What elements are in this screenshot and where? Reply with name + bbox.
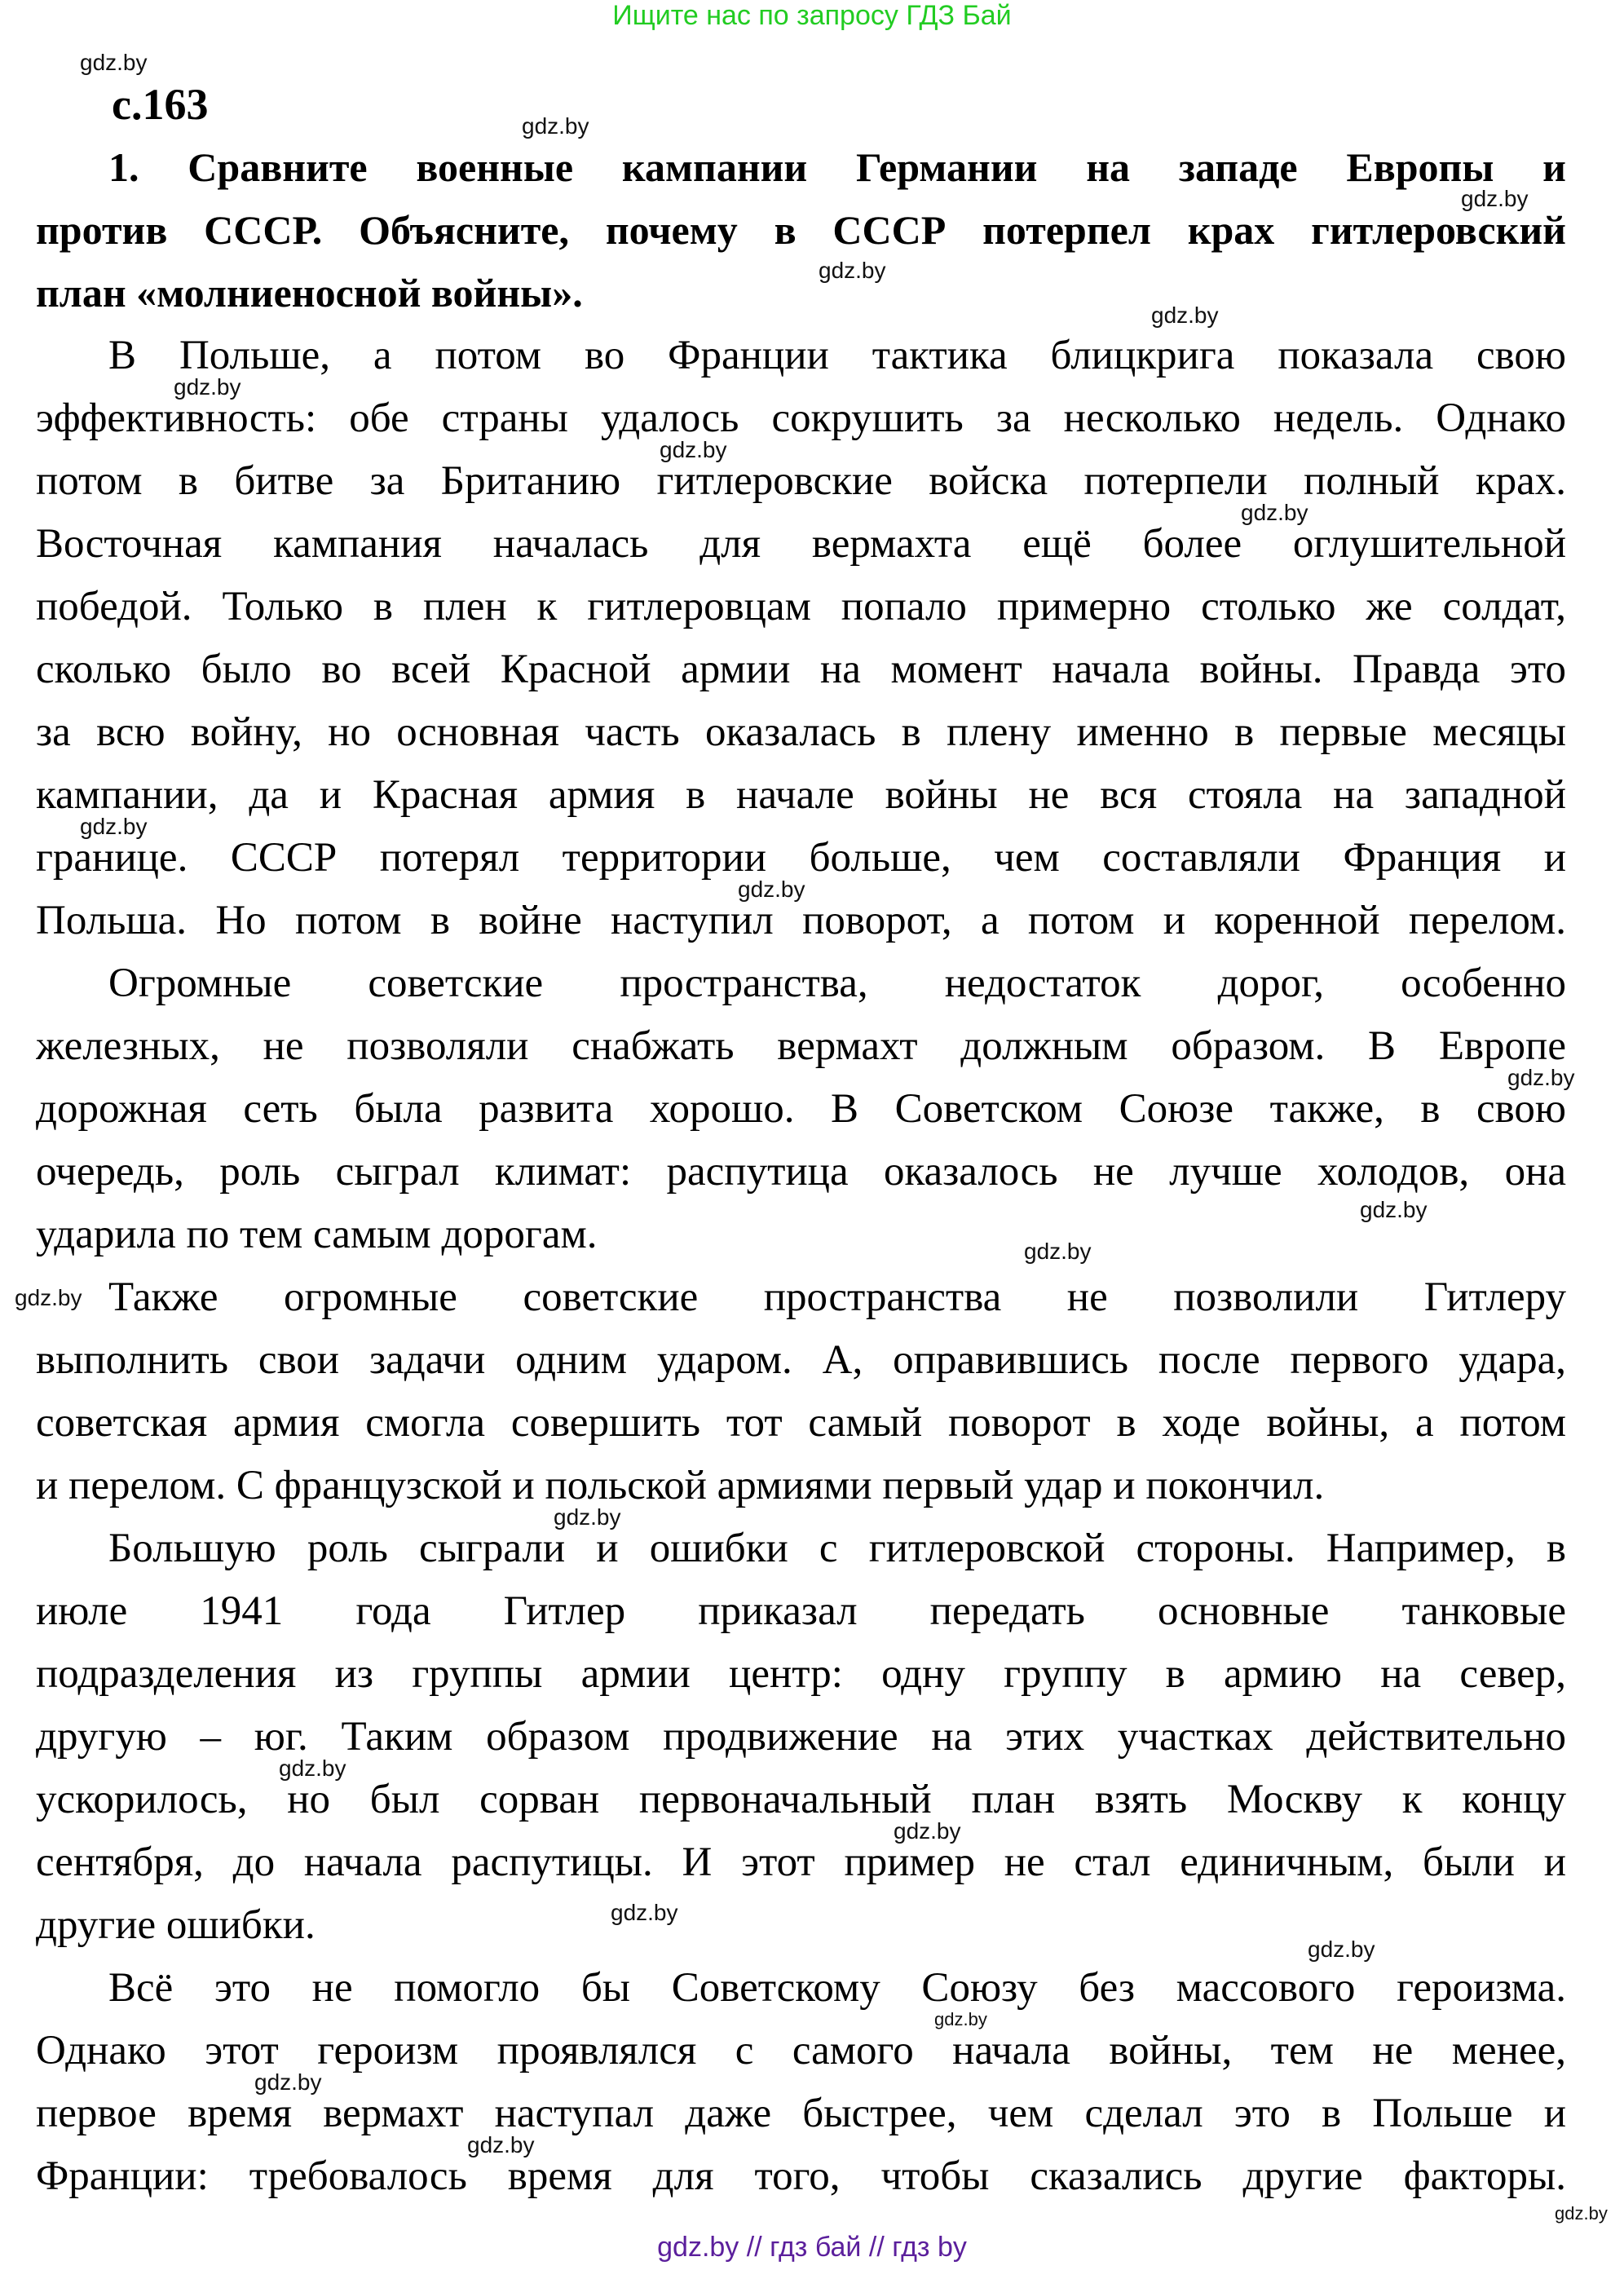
text-line: эффективность: обе страны удалось сокрушить за несколько недель. Однако — [36, 395, 1566, 441]
text-line: и перелом. С французской и польской армиями первый удар и покончил. — [36, 1463, 1325, 1508]
question-line: против СССР. Объясните, почему в СССР потерпел крах гитлеровский — [36, 207, 1566, 253]
text-line: другие ошибки. — [36, 1902, 316, 1948]
text-line: советская армия смогла совершить тот самый поворот в ходе войны, а потом — [36, 1400, 1566, 1446]
text-line: Огромные советские пространства, недостаток дорог, особенно — [108, 961, 1566, 1006]
watermark: gdz.by — [934, 2009, 987, 2029]
text-line: Всё это не помогло бы Советскому Союзу без массового героизма. — [108, 1965, 1566, 2011]
text-line: потом в битве за Британию гитлеровские войска потерпели полный крах. — [36, 458, 1566, 504]
text-line: подразделения из группы армии центр: одну группу в армию на север, — [36, 1651, 1566, 1697]
text-line: Большую роль сыграли и ошибки с гитлеровской стороны. Например, в — [108, 1526, 1566, 1571]
watermark: gdz.by — [738, 877, 805, 902]
watermark: gdz.by — [1555, 2203, 1608, 2224]
watermark: gdz.by — [80, 50, 148, 75]
text-line: июле 1941 года Гитлер приказал передать основные танковые — [36, 1588, 1566, 1634]
watermark: gdz.by — [660, 437, 727, 462]
text-line: сколько было во всей Красной армии на момент начала войны. Правда это — [36, 647, 1566, 692]
watermark: gdz.by — [1507, 1065, 1575, 1090]
text-line: выполнить свои задачи одним ударом. А, оправившись после первого удара, — [36, 1337, 1566, 1383]
watermark: gdz.by — [80, 814, 148, 839]
watermark: gdz.by — [279, 1755, 346, 1781]
text-line: границе. СССР потерял территории больше, чем составляли Франция и — [36, 835, 1566, 881]
watermark: gdz.by — [1308, 1937, 1375, 1962]
text-line: Франции: требовалось время для того, чтобы сказались другие факторы. — [36, 2153, 1566, 2199]
search-banner: Ищите нас по запросу ГДЗ Бай — [612, 0, 1012, 31]
text-line: ударила по тем самым дорогам. — [36, 1212, 598, 1257]
text-line: Также огромные советские пространства не позволили Гитлеру — [108, 1274, 1566, 1320]
watermark: gdz.by — [1360, 1197, 1428, 1222]
footer-links: gdz.by // гдз бай // гдз by — [657, 2232, 967, 2263]
watermark: gdz.by — [254, 2069, 322, 2095]
watermark: gdz.by — [1241, 500, 1308, 525]
watermark: gdz.by — [611, 1900, 678, 1925]
watermark: gdz.by — [1151, 303, 1219, 328]
text-line: победой. Только в плен к гитлеровцам попало примерно столько же солдат, — [36, 584, 1566, 629]
watermark: gdz.by — [467, 2132, 535, 2157]
document-body — [36, 136, 1566, 2208]
text-line: железных, не позволяли снабжать вермахт должным образом. В Европе — [36, 1023, 1566, 1069]
watermark: gdz.by — [819, 258, 886, 283]
text-line: очередь, роль сыграл климат: распутица оказалось не лучше холодов, она — [36, 1149, 1566, 1195]
text-line: дорожная сеть была развита хорошо. В Советском Союзе также, в свою — [36, 1086, 1566, 1132]
question-line: 1. Сравните военные кампании Германии на западе Европы и — [108, 144, 1566, 190]
text-line: другую – юг. Таким образом продвижение на этих участках действительно — [36, 1714, 1566, 1760]
watermark: gdz.by — [1461, 186, 1529, 211]
text-line: ускорилось, но был сорван первоначальный план взять Москву к концу — [36, 1777, 1566, 1822]
text-line: Восточная кампания началась для вермахта ещё более оглушительной — [36, 521, 1566, 567]
watermark: gdz.by — [15, 1285, 82, 1310]
text-line: сентября, до начала распутицы. И этот пример не стал единичным, были и — [36, 1839, 1566, 1885]
watermark: gdz.by — [174, 374, 241, 400]
watermark: gdz.by — [894, 1818, 961, 1844]
text-line: Польша. Но потом в войне наступил поворот, а потом и коренной перелом. — [36, 898, 1566, 943]
text-line: кампании, да и Красная армия в начале войны не вся стояла на западной — [36, 772, 1566, 818]
text-line: первое время вермахт наступал даже быстрее, чем сделал это в Польше и — [36, 2091, 1566, 2136]
text-line: за всю войну, но основная часть оказалась в плену именно в первые месяцы — [36, 709, 1566, 755]
page-number: с.163 — [112, 80, 209, 129]
watermark: gdz.by — [1024, 1239, 1092, 1264]
question-line: план «молниеносной войны». — [36, 270, 583, 316]
watermark: gdz.by — [554, 1504, 621, 1530]
text-line: В Польше, а потом во Франции тактика блицкрига показала свою — [108, 333, 1566, 378]
text-line: Однако этот героизм проявлялся с самого начала войны, тем не менее, — [36, 2028, 1566, 2073]
watermark: gdz.by — [522, 113, 589, 139]
